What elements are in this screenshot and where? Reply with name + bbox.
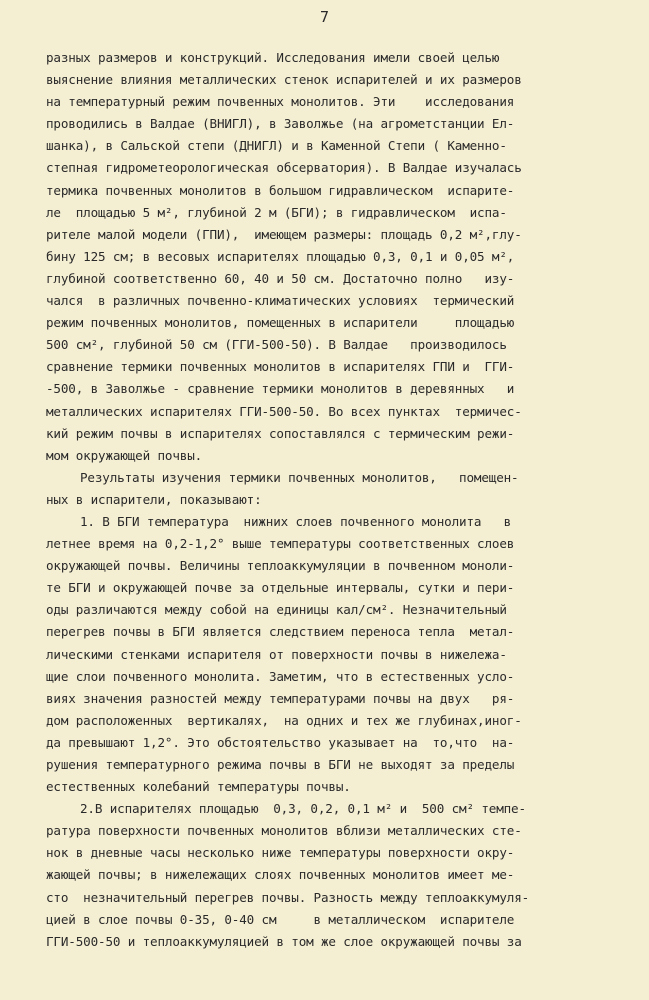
text-line: окружающей почвы. Величины теплоаккумуляции в почвенном моноли-	[46, 558, 515, 574]
text-line: Результаты изучения термики почвенных монолитов, помещен-	[80, 469, 519, 485]
text-line: естественных колебаний температуры почвы.	[46, 779, 351, 795]
text-line: степная гидрометеорологическая обсерватория). В Валдае изучалась	[46, 160, 522, 176]
text-line: сравнение термики почвенных монолитов в испарителях ГПИ и ГГИ-	[46, 359, 515, 375]
text-line: перегрев почвы в БГИ является следствием переноса тепла метал-	[46, 624, 515, 640]
text-line: бину 125 см; в весовых испарителях площадью 0,3, 0,1 и 0,05 м²,	[46, 248, 515, 264]
text-line: термика почвенных монолитов в большом гидравлическом испарите-	[46, 182, 515, 198]
text-line: ГГИ-500-50 и теплоаккумуляцией в том же слое окружающей почвы за	[46, 933, 522, 949]
text-line: нок в дневные часы несколько ниже температуры поверхности окру-	[46, 845, 515, 861]
text-line: ле площадью 5 м², глубиной 2 м (БГИ); в гидравлическом испа-	[46, 204, 507, 220]
text-line: оды различаются между собой на единицы кал/см². Незначительный	[46, 602, 507, 618]
text-line: 1. В БГИ температура нижних слоев почвенного монолита в	[80, 513, 512, 529]
text-line: проводились в Валдае (ВНИГЛ), в Заволжье (на агрометстанции Ел-	[46, 116, 515, 132]
text-line: 2.В испарителях площадью 0,3, 0,2, 0,1 м² и 500 см² темпе-	[80, 801, 526, 817]
text-line: сто незначительный перегрев почвы. Разность между теплоаккумуля-	[46, 889, 530, 905]
page-number: 7	[319, 8, 330, 26]
text-line: кий режим почвы в испарителях сопоставлялся с термическим режи-	[46, 425, 515, 441]
text-line: мом окружающей почвы.	[46, 447, 203, 463]
text-line: -500, в Заволжье - сравнение термики монолитов в деревянных и	[46, 381, 515, 397]
text-line: 500 см², глубиной 50 см (ГГИ-500-50). В Валдае производилось	[46, 337, 507, 353]
text-line: металлических испарителях ГГИ-500-50. Во всех пунктах термичес-	[46, 403, 522, 419]
body-text	[46, 47, 606, 953]
text-line: рителе малой модели (ГПИ), имеющем размеры: площадь 0,2 м²,глу-	[46, 226, 522, 242]
text-line: ратура поверхности почвенных монолитов вблизи металлических сте-	[46, 823, 522, 839]
text-line: режим почвенных монолитов, помещенных в испарители площадью	[46, 315, 515, 331]
text-line: на температурный режим почвенных монолитов. Эти исследования	[46, 94, 515, 110]
text-line: щие слои почвенного монолита. Заметим, что в естественных усло-	[46, 668, 515, 684]
text-line: ных в испарители, показывают:	[46, 491, 262, 507]
text-line: чался в различных почвенно-климатических условиях термический	[46, 293, 515, 309]
text-line: те БГИ и окружающей почве за отдельные интервалы, сутки и пери-	[46, 580, 515, 596]
text-line: лическими стенками испарителя от поверхности почвы в нижележа-	[46, 646, 507, 662]
text-line: рушения температурного режима почвы в БГИ не выходят за пределы	[46, 757, 515, 772]
text-line: шанка), в Сальской степи (ДНИГЛ) и в Каменной Степи ( Каменно-	[46, 138, 507, 154]
text-line: глубиной соответственно 60, 40 и 50 см. Достаточно полно изу-	[46, 270, 515, 286]
text-line: виях значения разностей между температурами почвы на двух ря-	[46, 690, 515, 706]
text-line: дом расположенных вертикалях, на одних и тех же глубинах,иног-	[46, 712, 522, 728]
text-line: да превышают 1,2°. Это обстоятельство указывает на то,что на-	[46, 734, 515, 750]
text-line: цией в слое почвы 0-35, 0-40 см в металлическом испарителе	[46, 911, 515, 927]
text-line: выяснение влияния металлических стенок испарителей и их размеров	[46, 72, 522, 88]
text-line: жающей почвы; в нижележащих слоях почвенных монолитов имеет ме-	[46, 867, 515, 883]
text-line: летнее время на 0,2-1,2° выше температуры соответственных слоев	[46, 536, 515, 552]
text-line: разных размеров и конструкций. Исследования имели своей целью	[46, 50, 500, 65]
